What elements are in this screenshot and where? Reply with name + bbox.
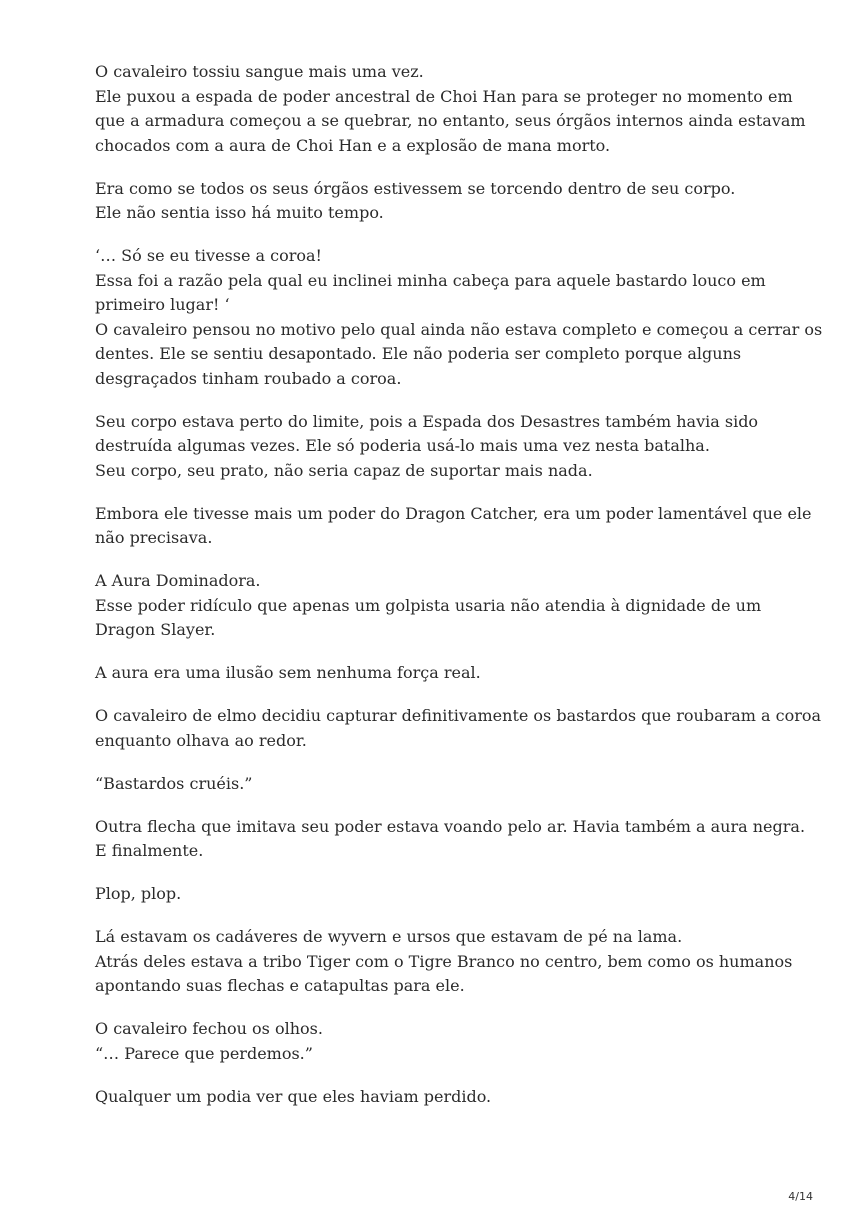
text-line: não precisava.	[95, 528, 213, 547]
text-line: Outra flecha que imitava seu poder estava voando pelo ar. Havia também a aura negra.	[95, 816, 806, 836]
text-line: Qualquer um podia ver que eles haviam perdido.	[95, 1086, 492, 1106]
text-line: Esse poder ridículo que apenas um golpista usaria não atendia à dignidade de um	[95, 595, 762, 615]
text-line: Dragon Slayer.	[95, 620, 216, 639]
paragraph	[95, 1085, 795, 1110]
text-line: Essa foi a razão pela qual eu inclinei minha cabeça para aquele bastardo louco em	[95, 270, 766, 290]
text-line: Lá estavam os cadáveres de wyvern e ursos que estavam de pé na lama.	[95, 927, 683, 946]
text-line: primeiro lugar! ‘	[95, 295, 230, 314]
paragraph	[95, 882, 795, 907]
text-line: Ele puxou a espada de poder ancestral de Choi Han para se proteger no momento em	[95, 86, 793, 106]
text-line: E finalmente.	[95, 841, 204, 860]
text-line: A aura era uma ilusão sem nenhuma força real.	[95, 663, 481, 682]
paragraph	[95, 410, 795, 484]
text-line: A Aura Dominadora.	[95, 571, 261, 590]
paragraph	[95, 1017, 795, 1066]
paragraph	[95, 569, 795, 643]
text-line: enquanto olhava ao redor.	[95, 730, 307, 750]
document-body	[95, 60, 823, 1128]
paragraph	[95, 244, 823, 391]
paragraph	[95, 704, 822, 753]
text-line: O cavaleiro de elmo decidiu capturar definitivamente os bastardos que roubaram a coroa	[95, 706, 822, 725]
paragraph	[95, 661, 795, 686]
paragraph	[95, 925, 795, 999]
text-line: O cavaleiro pensou no motivo pelo qual ainda não estava completo e começou a cerrar os	[95, 319, 823, 339]
text-line: Embora ele tivesse mais um poder do Dragon Catcher, era um poder lamentável que ele	[95, 503, 812, 523]
text-line: Seu corpo, seu prato, não seria capaz de suportar mais nada.	[95, 460, 593, 480]
page-number: 4/14	[788, 1190, 813, 1203]
paragraph	[95, 815, 806, 864]
text-line: desgraçados tinham roubado a coroa.	[95, 368, 402, 388]
text-line: destruída algumas vezes. Ele só poderia usá-lo mais uma vez nesta batalha.	[95, 436, 710, 455]
text-line: dentes. Ele se sentiu desapontado. Ele não poderia ser completo porque alguns	[95, 344, 742, 363]
text-line: chocados com a aura de Choi Han e a explosão de mana morto.	[95, 135, 611, 155]
text-line: “… Parece que perdemos.”	[95, 1043, 313, 1063]
paragraph	[95, 502, 812, 551]
text-line: Ele não sentia isso há muito tempo.	[95, 203, 384, 222]
text-line: O cavaleiro fechou os olhos.	[95, 1019, 323, 1038]
text-line: “Bastardos cruéis.”	[95, 773, 253, 793]
paragraph	[95, 177, 795, 226]
text-line: O cavaleiro tossiu sangue mais uma vez.	[95, 62, 424, 81]
text-line: Atrás deles estava a tribo Tiger com o Tigre Branco no centro, bem como os humanos	[95, 951, 793, 971]
paragraph	[95, 772, 795, 797]
text-line: apontando suas flechas e catapultas para ele.	[95, 976, 465, 995]
text-line: Seu corpo estava perto do limite, pois a Espada dos Desastres também havia sido	[95, 411, 759, 431]
text-line: Era como se todos os seus órgãos estivessem se torcendo dentro de seu corpo.	[95, 178, 736, 198]
paragraph	[95, 60, 806, 158]
text-line: Plop, plop.	[95, 884, 182, 903]
text-line: ‘… Só se eu tivesse a coroa!	[95, 246, 322, 265]
text-line: que a armadura começou a se quebrar, no entanto, seus órgãos internos ainda estavam	[95, 111, 806, 130]
